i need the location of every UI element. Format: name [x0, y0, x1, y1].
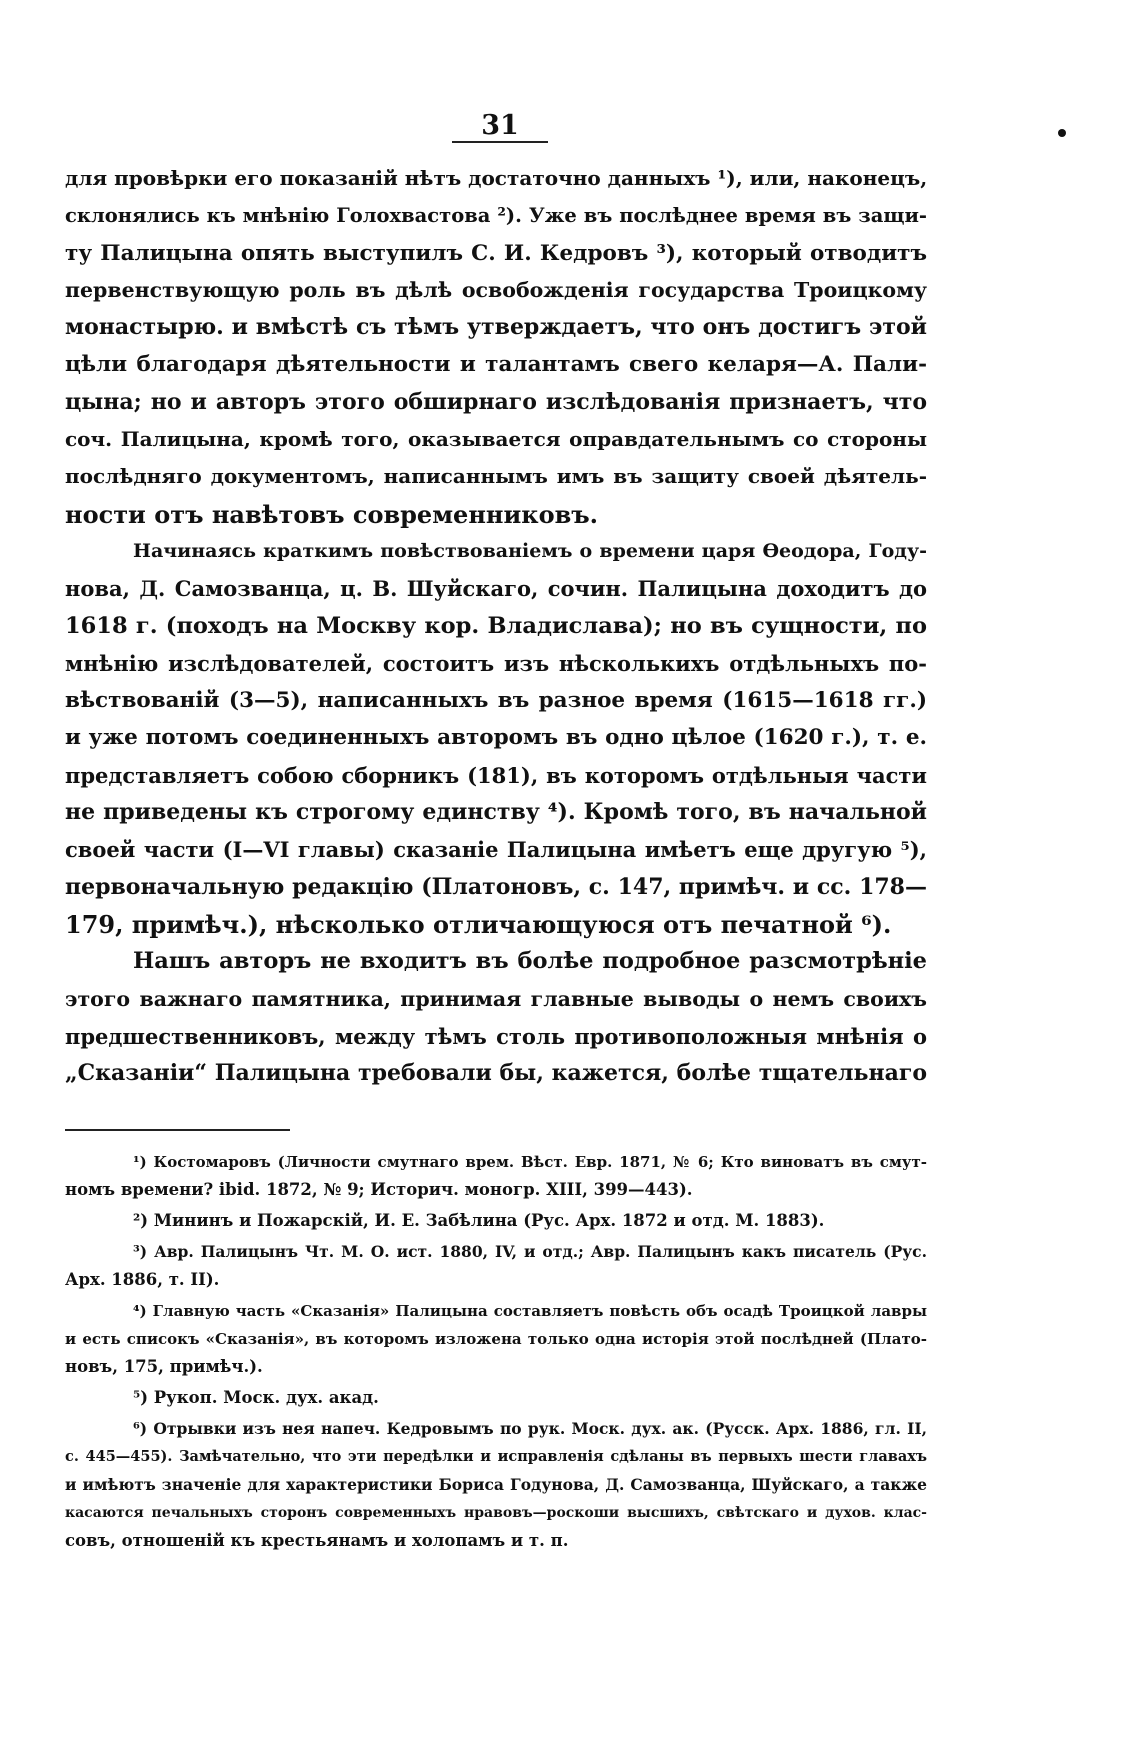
footnote-line: новъ, 175, примѣч.). — [65, 1357, 263, 1376]
footnote-line: номъ времени? ibid. 1872, № 9; Историч. моногр. XIII, 399—443). — [65, 1180, 693, 1199]
text-line: послѣдняго документомъ, написаннымъ имъ въ защиту своей дѣятель- — [65, 464, 927, 489]
text-line: вѣствованій (3—5), написанныхъ въ разное время (1615—1618 гг.) — [65, 688, 927, 714]
text-line: представляетъ собою сборникъ (181), въ которомъ отдѣльныя части — [65, 762, 927, 788]
text-line: Начинаясь краткимъ повѣствованіемъ о времени царя Өеодора, Году- — [133, 539, 927, 562]
text-line: для провѣрки его показаній нѣтъ достаточно данныхъ ¹), или, наконецъ, — [65, 166, 927, 190]
text-line: 1618 г. (походъ на Москву кор. Владислава); но въ сущности, по — [65, 612, 927, 639]
footnote-line: ³) Авр. Палицынъ Чт. М. О. ист. 1880, IV, и отд.; Авр. Палицынъ какъ писатель (Рус. — [133, 1242, 927, 1261]
text-line: своей части (I—VI главы) сказаніе Палицына имѣетъ еще другую ⁵), — [65, 837, 927, 863]
text-line: ту Палицына опять выступилъ С. И. Кедровъ ³), который отводитъ — [65, 240, 927, 266]
text-line: предшественниковъ, между тѣмъ столь противоположныя мнѣнія о — [65, 1023, 927, 1049]
footnote-line: ¹) Костомаровъ (Личности смутнаго врем. Вѣст. Евр. 1871, № 6; Кто виноватъ въ смут- — [133, 1153, 927, 1171]
text-line: нова, Д. Самозванца, ц. В. Шуйскаго, сочин. Палицына доходитъ до — [65, 576, 927, 602]
text-line: цѣли благодаря дѣятельности и талантамъ свего келаря—А. Пали- — [65, 352, 927, 378]
text-line: мнѣнію изслѣдователей, состоитъ изъ нѣсколькихъ отдѣльныхъ по- — [65, 650, 927, 676]
footnote-line: ⁶) Отрывки изъ нея напеч. Кедровымъ по рук. Моск. дух. ак. (Русск. Арх. 1886, гл. II, — [133, 1419, 927, 1438]
footnotes — [65, 1148, 927, 1555]
footnote-line: Арх. 1886, т. II). — [65, 1270, 220, 1289]
main-text-body — [65, 160, 927, 1092]
footnote-line: ⁵) Рукоп. Моск. дух. акад. — [133, 1388, 379, 1407]
text-line: не приведены къ строгому единству ⁴). Кромѣ того, въ начальной — [65, 799, 927, 826]
text-line: этого важнаго памятника, принимая главные выводы о немъ своихъ — [65, 986, 927, 1011]
text-line: и уже потомъ соединенныхъ авторомъ въ одно цѣлое (1620 г.), т. е. — [65, 725, 927, 751]
page-number: 31 — [481, 110, 519, 141]
text-line: Нашъ авторъ не входитъ въ болѣе подробное разсмотрѣніе — [133, 948, 927, 975]
text-line: „Сказаніи“ Палицына требовали бы, кажется, болѣе тщательнаго — [65, 1060, 927, 1087]
footnote-separator — [65, 1129, 290, 1131]
footnote-line: с. 445—455). Замѣчательно, что эти передѣлки и исправленія сдѣланы въ первыхъ шести главахъ — [65, 1448, 927, 1465]
footnote-line: касаются печальныхъ сторонъ современныхъ нравовъ—роскоши высшихъ, свѣтскаго и духов. клас- — [65, 1505, 927, 1521]
footnote-line: ²) Мининъ и Пожарскій, И. Е. Забѣлина (Рус. Арх. 1872 и отд. М. 1883). — [133, 1211, 825, 1230]
text-line: первенствующую роль въ дѣлѣ освобожденія государства Троицкому — [65, 277, 927, 302]
text-line: монастырю. и вмѣстѣ съ тѣмъ утверждаетъ, что онъ достигъ этой — [65, 314, 927, 341]
footnote-line: ⁴) Главную часть «Сказанія» Палицына составляетъ повѣсть объ осадѣ Троицкой лавры — [133, 1302, 927, 1320]
text-line: соч. Палицына, кромѣ того, оказывается оправдательнымъ со стороны — [65, 427, 927, 452]
text-line: первоначальную редакцію (Платоновъ, с. 147, примѣч. и сс. 178— — [65, 873, 927, 900]
footnote-line: совъ, отношеній къ крестьянамъ и холопамъ и т. п. — [65, 1531, 569, 1550]
text-line: 179, примѣч.), нѣсколько отличающуюся отъ печатной ⁶). — [65, 909, 892, 939]
text-line: склонялись къ мнѣнію Голохвастова ²). Уже въ послѣднее время въ защи- — [65, 204, 927, 228]
page-number-underline — [452, 141, 548, 143]
ink-dot-mark — [1058, 129, 1066, 137]
footnote-line: и есть списокъ «Сказанія», въ которомъ изложена только одна исторія этой послѣдней (Плато- — [65, 1330, 927, 1348]
text-line: ности отъ навѣтовъ современниковъ. — [65, 499, 599, 529]
footnote-line: и имѣютъ значеніе для характеристики Бориса Годунова, Д. Самозванца, Шуйскаго, а также — [65, 1475, 927, 1494]
text-line: цына; но и авторъ этого обширнаго изслѣдованія признаетъ, что — [65, 388, 927, 415]
